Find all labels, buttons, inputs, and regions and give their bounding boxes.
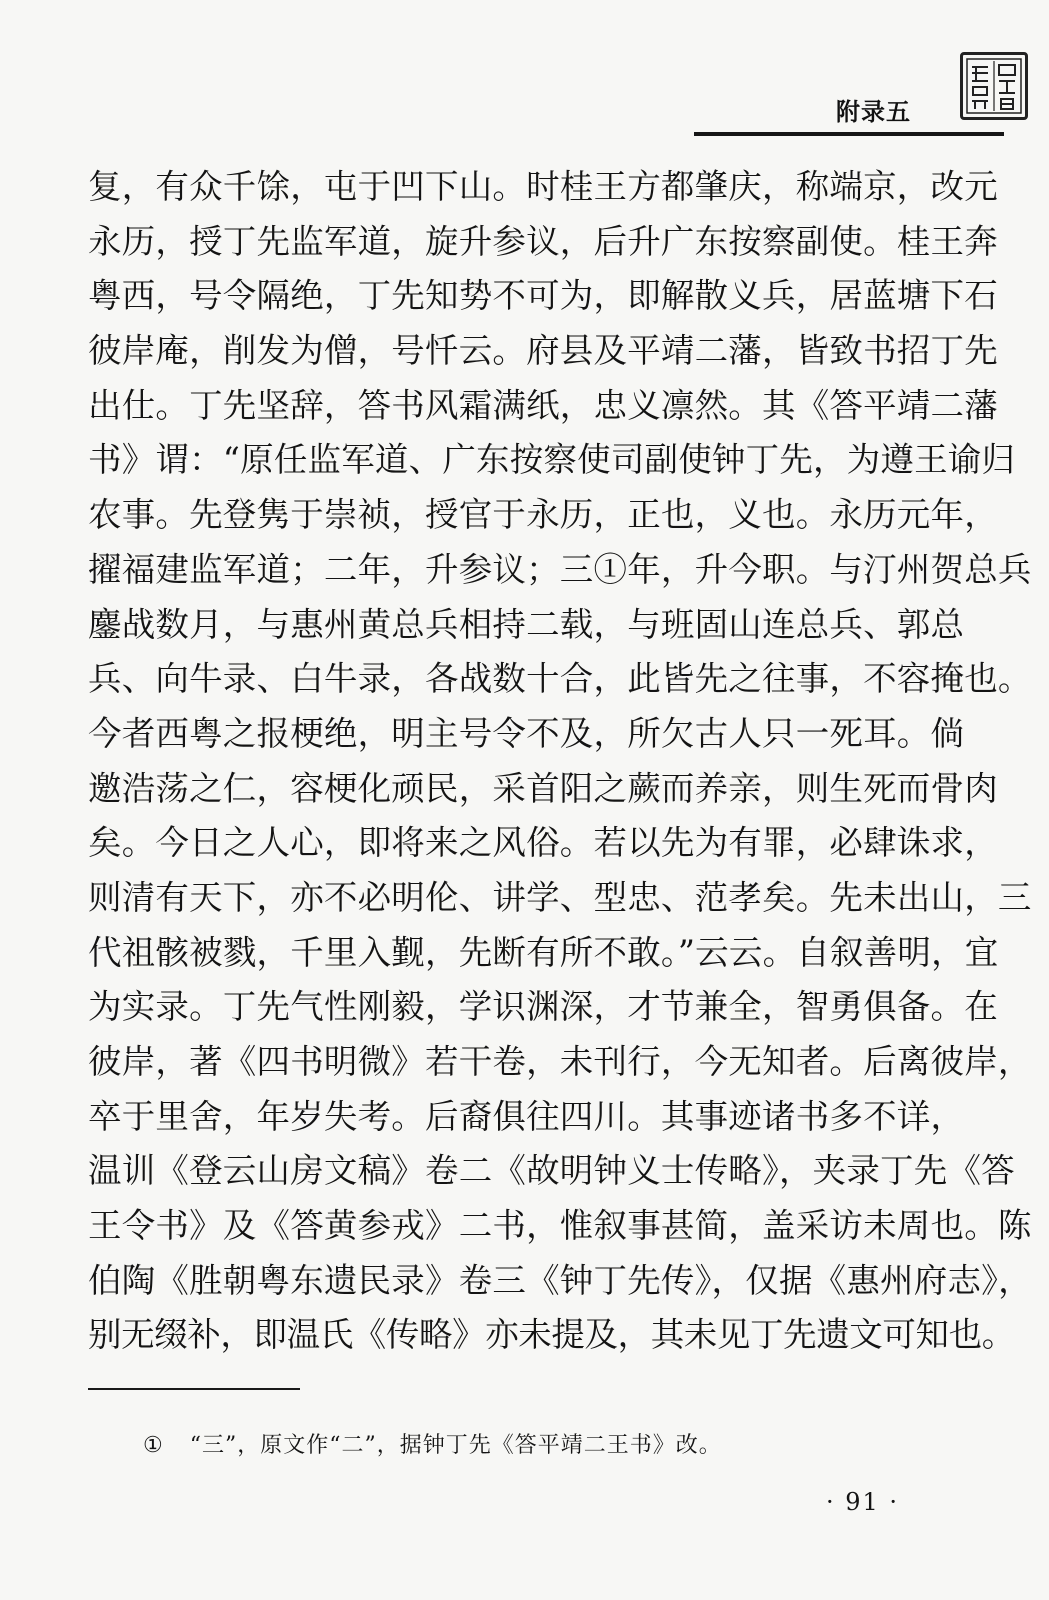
text-line: 王令书》及《答黄参戎》二书，惟叙事甚简，盖采访未周也。陈 [88,1206,1032,1246]
text-line: 出仕。丁先坚辞，答书风霜满纸，忠义凛然。其《答平靖二藩 [88,385,998,425]
footnote-rule [88,1388,300,1390]
text-line: 为实录。丁先气性刚毅，学识渊深，才节兼全，智勇俱备。在 [88,987,998,1027]
text-line: 邀浩荡之仁，容梗化顽民，采首阳之蕨而养亲，则生死而骨肉 [88,768,998,808]
text-line: 书》谓：“原任监军道、广东按察使司副使钟丁先，为遵王谕归 [88,440,1016,480]
text-line: 彼岸庵，削发为僧，号忏云。府县及平靖二藩，皆致书招丁先 [88,331,998,371]
running-header-title: 附录五 [836,98,911,126]
text-line: 鏖战数月，与惠州黄总兵相持二载，与班固山连总兵、郭总 [88,604,965,644]
text-line: 别无缀补，即温氏《传略》亦未提及，其未见丁先遗文可知也。 [88,1315,1015,1355]
footnote [143,1428,722,1459]
footnote-text: “三”，原文作“二”，据钟丁先《答平靖二王书》改。 [189,1433,722,1458]
text-line: 则清有天下，亦不必明伦、讲学、型忠、范孝矣。先未出山，三 [88,877,1032,917]
text-line: 农事。先登隽于崇祯，授官于永历，正也，义也。永历元年， [88,495,998,535]
text-line: 伯陶《胜朝粤东遗民录》卷三《钟丁先传》，仅据《惠州府志》， [88,1260,1032,1300]
text-line: 今者西粤之报梗绝，明主号令不及，所欠古人只一死耳。倘 [88,713,965,753]
text-line: 兵、向牛录、白牛录，各战数十合，此皆先之往事，不容掩也。 [88,659,1032,699]
text-line: 卒于里舍，年岁失考。后裔俱往四川。其事迹诸书多不详， [88,1096,965,1136]
seal-stamp-icon [960,52,1028,120]
text-line: 矣。今日之人心，即将来之风俗。若以先为有罪，必肆诛求， [88,823,998,863]
text-line: 永历，授丁先监军道，旋升参议，后升广东按察副使。桂王奔 [88,221,998,261]
header-rule [694,132,1004,136]
text-line: 粤西，号令隔绝，丁先知势不可为，即解散义兵，居蓝塘下石 [88,276,998,316]
text-line: 温训《登云山房文稿》卷二《故明钟义士传略》，夹录丁先《答 [88,1151,1015,1191]
page-number: · 91 · [826,1488,900,1516]
text-line: 代祖骸被戮，千里入觐，先断有所不敢。”云云。自叙善明，宜 [88,932,999,972]
text-line: 复，有众千馀，屯于凹下山。时桂王方都肇庆，称端京，改元 [88,167,998,206]
footnote-marker: ① [143,1433,164,1458]
text-line: 彼岸，著《四书明微》若干卷，未刊行，今无知者。后离彼岸， [88,1042,1032,1081]
text-line: 擢福建监军道；二年，升参议；三①年，升今职。与汀州贺总兵 [88,549,1032,589]
body-text [88,160,1032,1363]
